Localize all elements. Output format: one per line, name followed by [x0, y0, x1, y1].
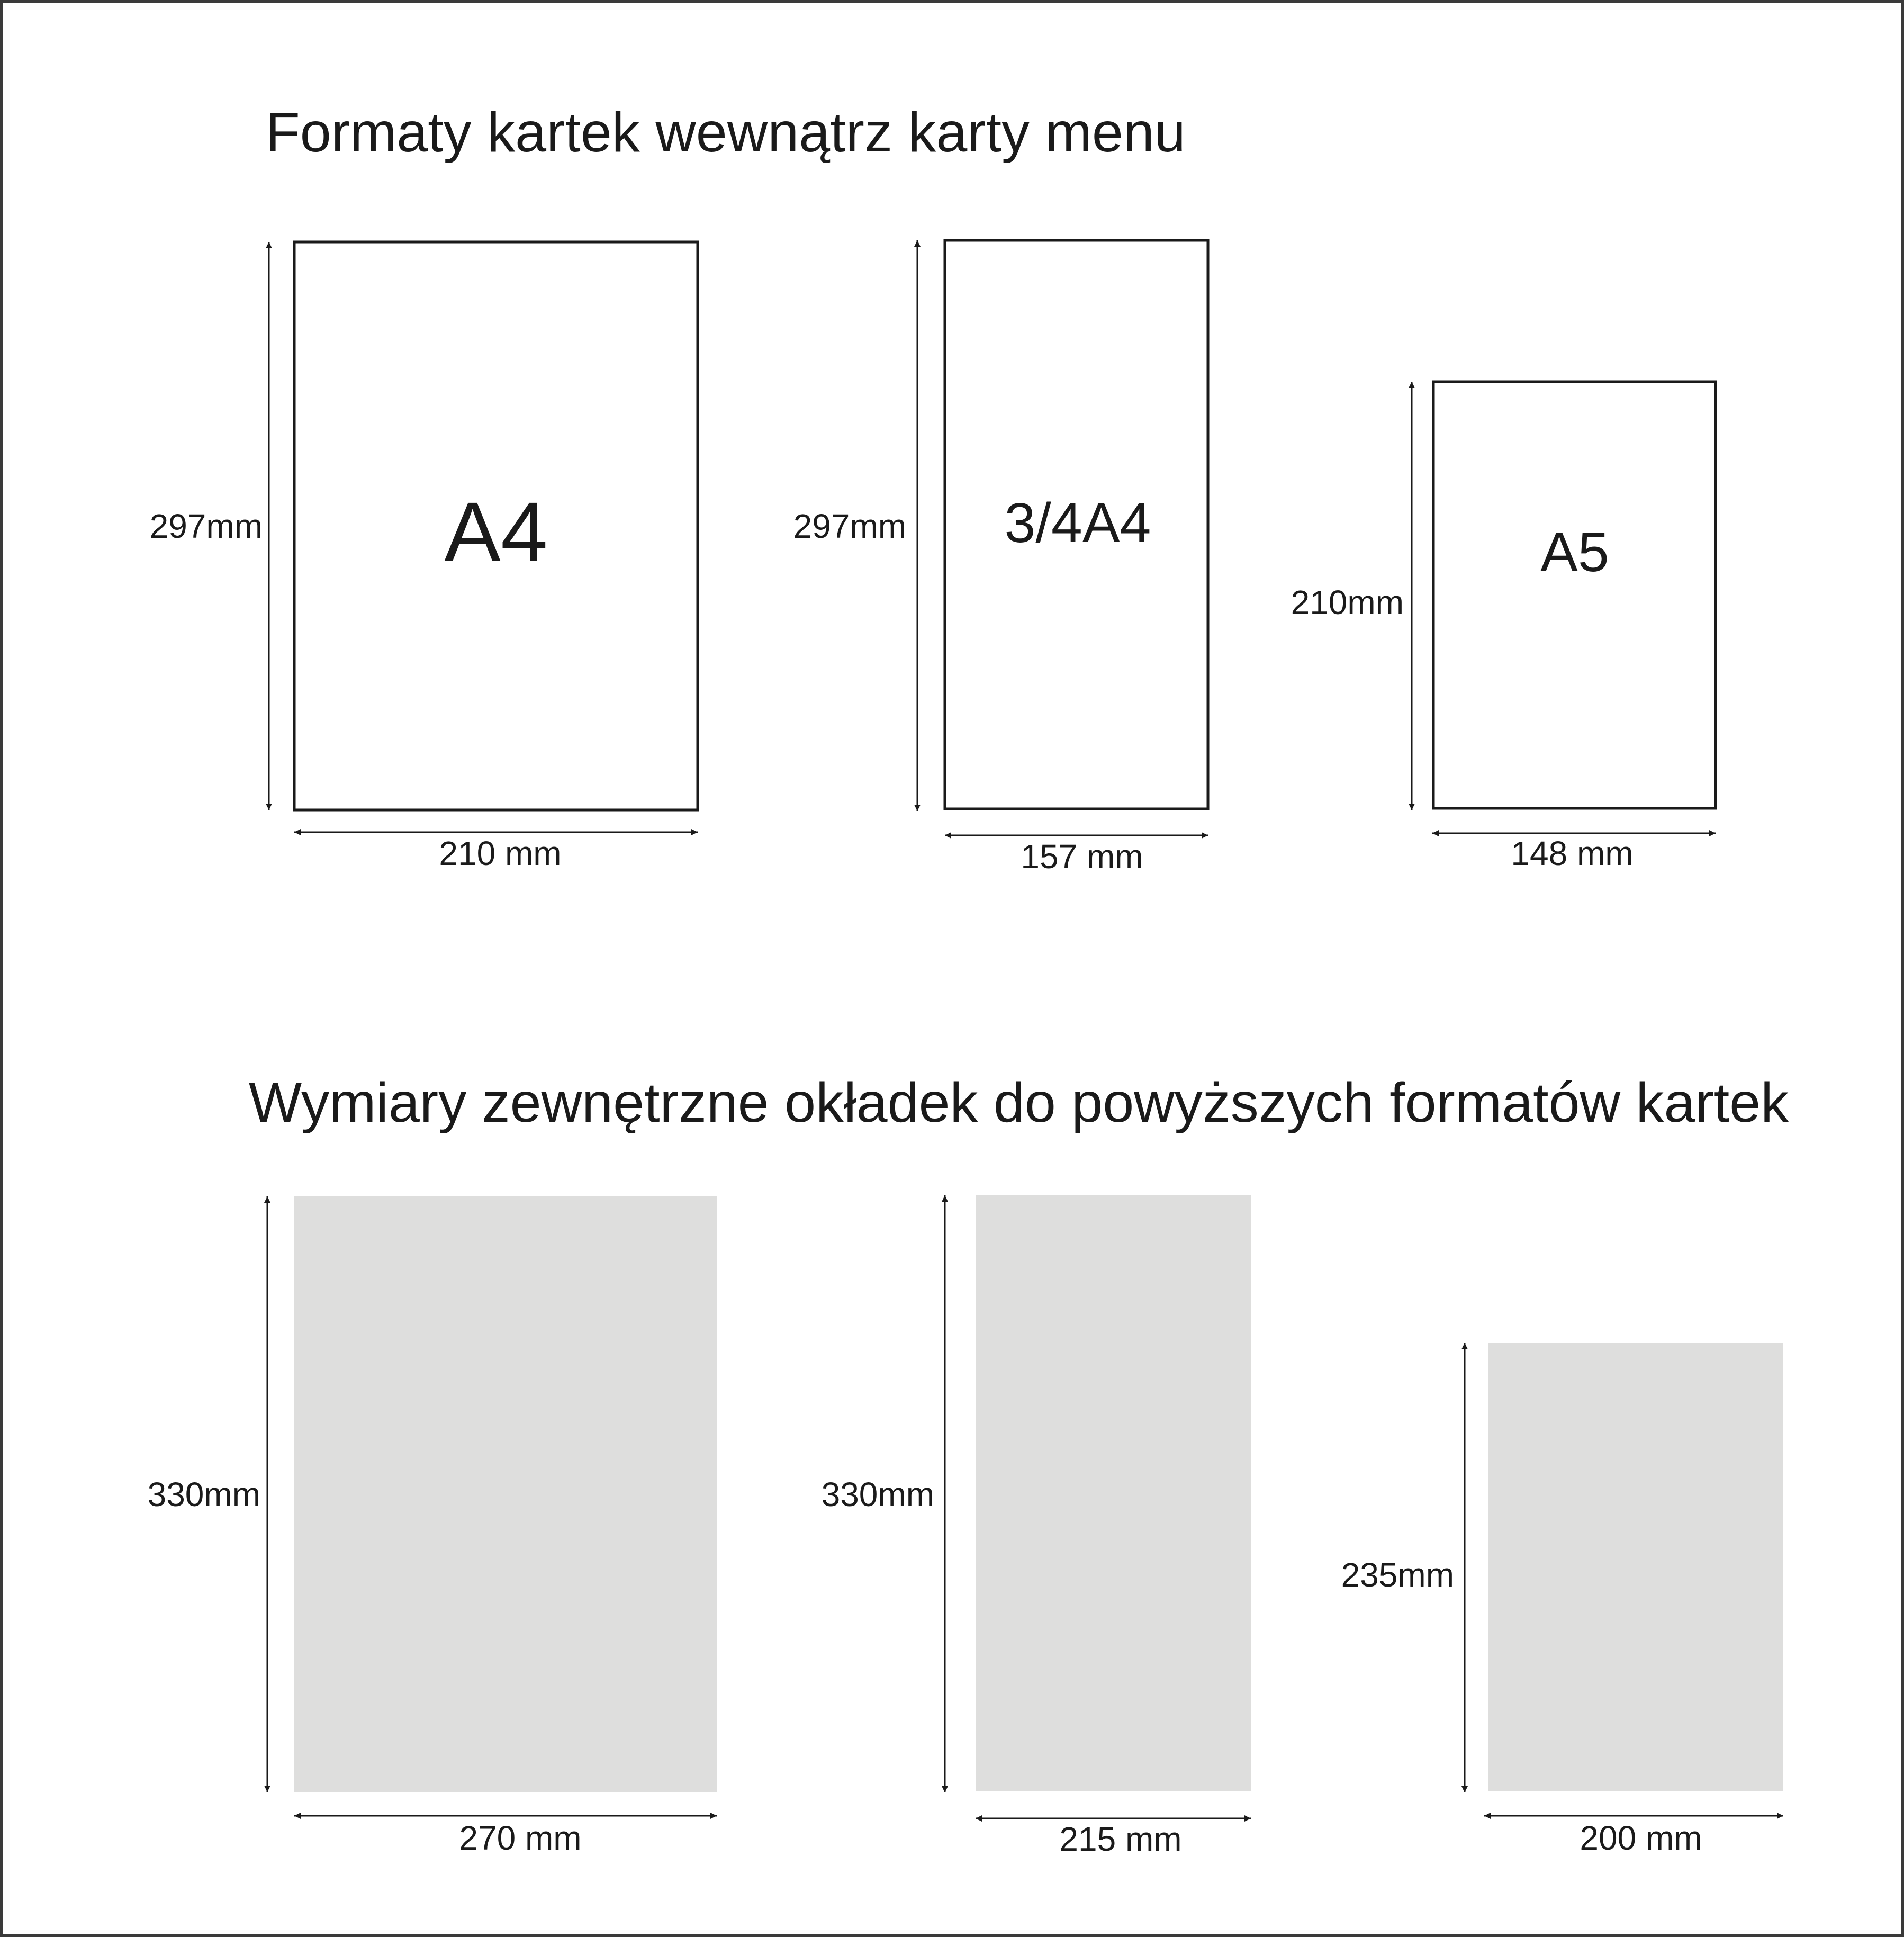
- covers-section-title: Wymiary zewnętrzne okładek do powyższych formatów kartek: [249, 1071, 1789, 1134]
- sheet-34a4-height-label: 297mm: [793, 507, 906, 545]
- sheets-section-title: Formaty kartek wewnątrz karty menu: [266, 101, 1186, 164]
- cover-34a4-height-label: 330mm: [821, 1475, 934, 1513]
- cover-a5-height-label: 235mm: [1341, 1556, 1454, 1594]
- cover-a4-height-label: 330mm: [147, 1475, 260, 1513]
- cover-34a4: [976, 1195, 1251, 1791]
- sheet-a5: [1433, 382, 1716, 808]
- sheet-34a4-width-label: 157 mm: [1021, 837, 1143, 876]
- cover-a5: [1488, 1343, 1783, 1791]
- sheet-a4-width-label: 210 mm: [439, 834, 562, 872]
- sheet-a5-width-label: 148 mm: [1511, 834, 1634, 872]
- sheet-a4-label: A4: [444, 484, 548, 579]
- sheet-a5-label: A5: [1540, 521, 1609, 583]
- sheet-a4-height-label: 297mm: [149, 507, 263, 545]
- cover-a4-width-label: 270 mm: [459, 1819, 582, 1857]
- sheet-34a4-label: 3/4A4: [1004, 492, 1151, 554]
- cover-34a4-width-label: 215 mm: [1059, 1820, 1182, 1858]
- sheet-a5-height-label: 210mm: [1291, 583, 1404, 621]
- cover-a4: [294, 1196, 717, 1792]
- cover-a5-width-label: 200 mm: [1580, 1819, 1702, 1857]
